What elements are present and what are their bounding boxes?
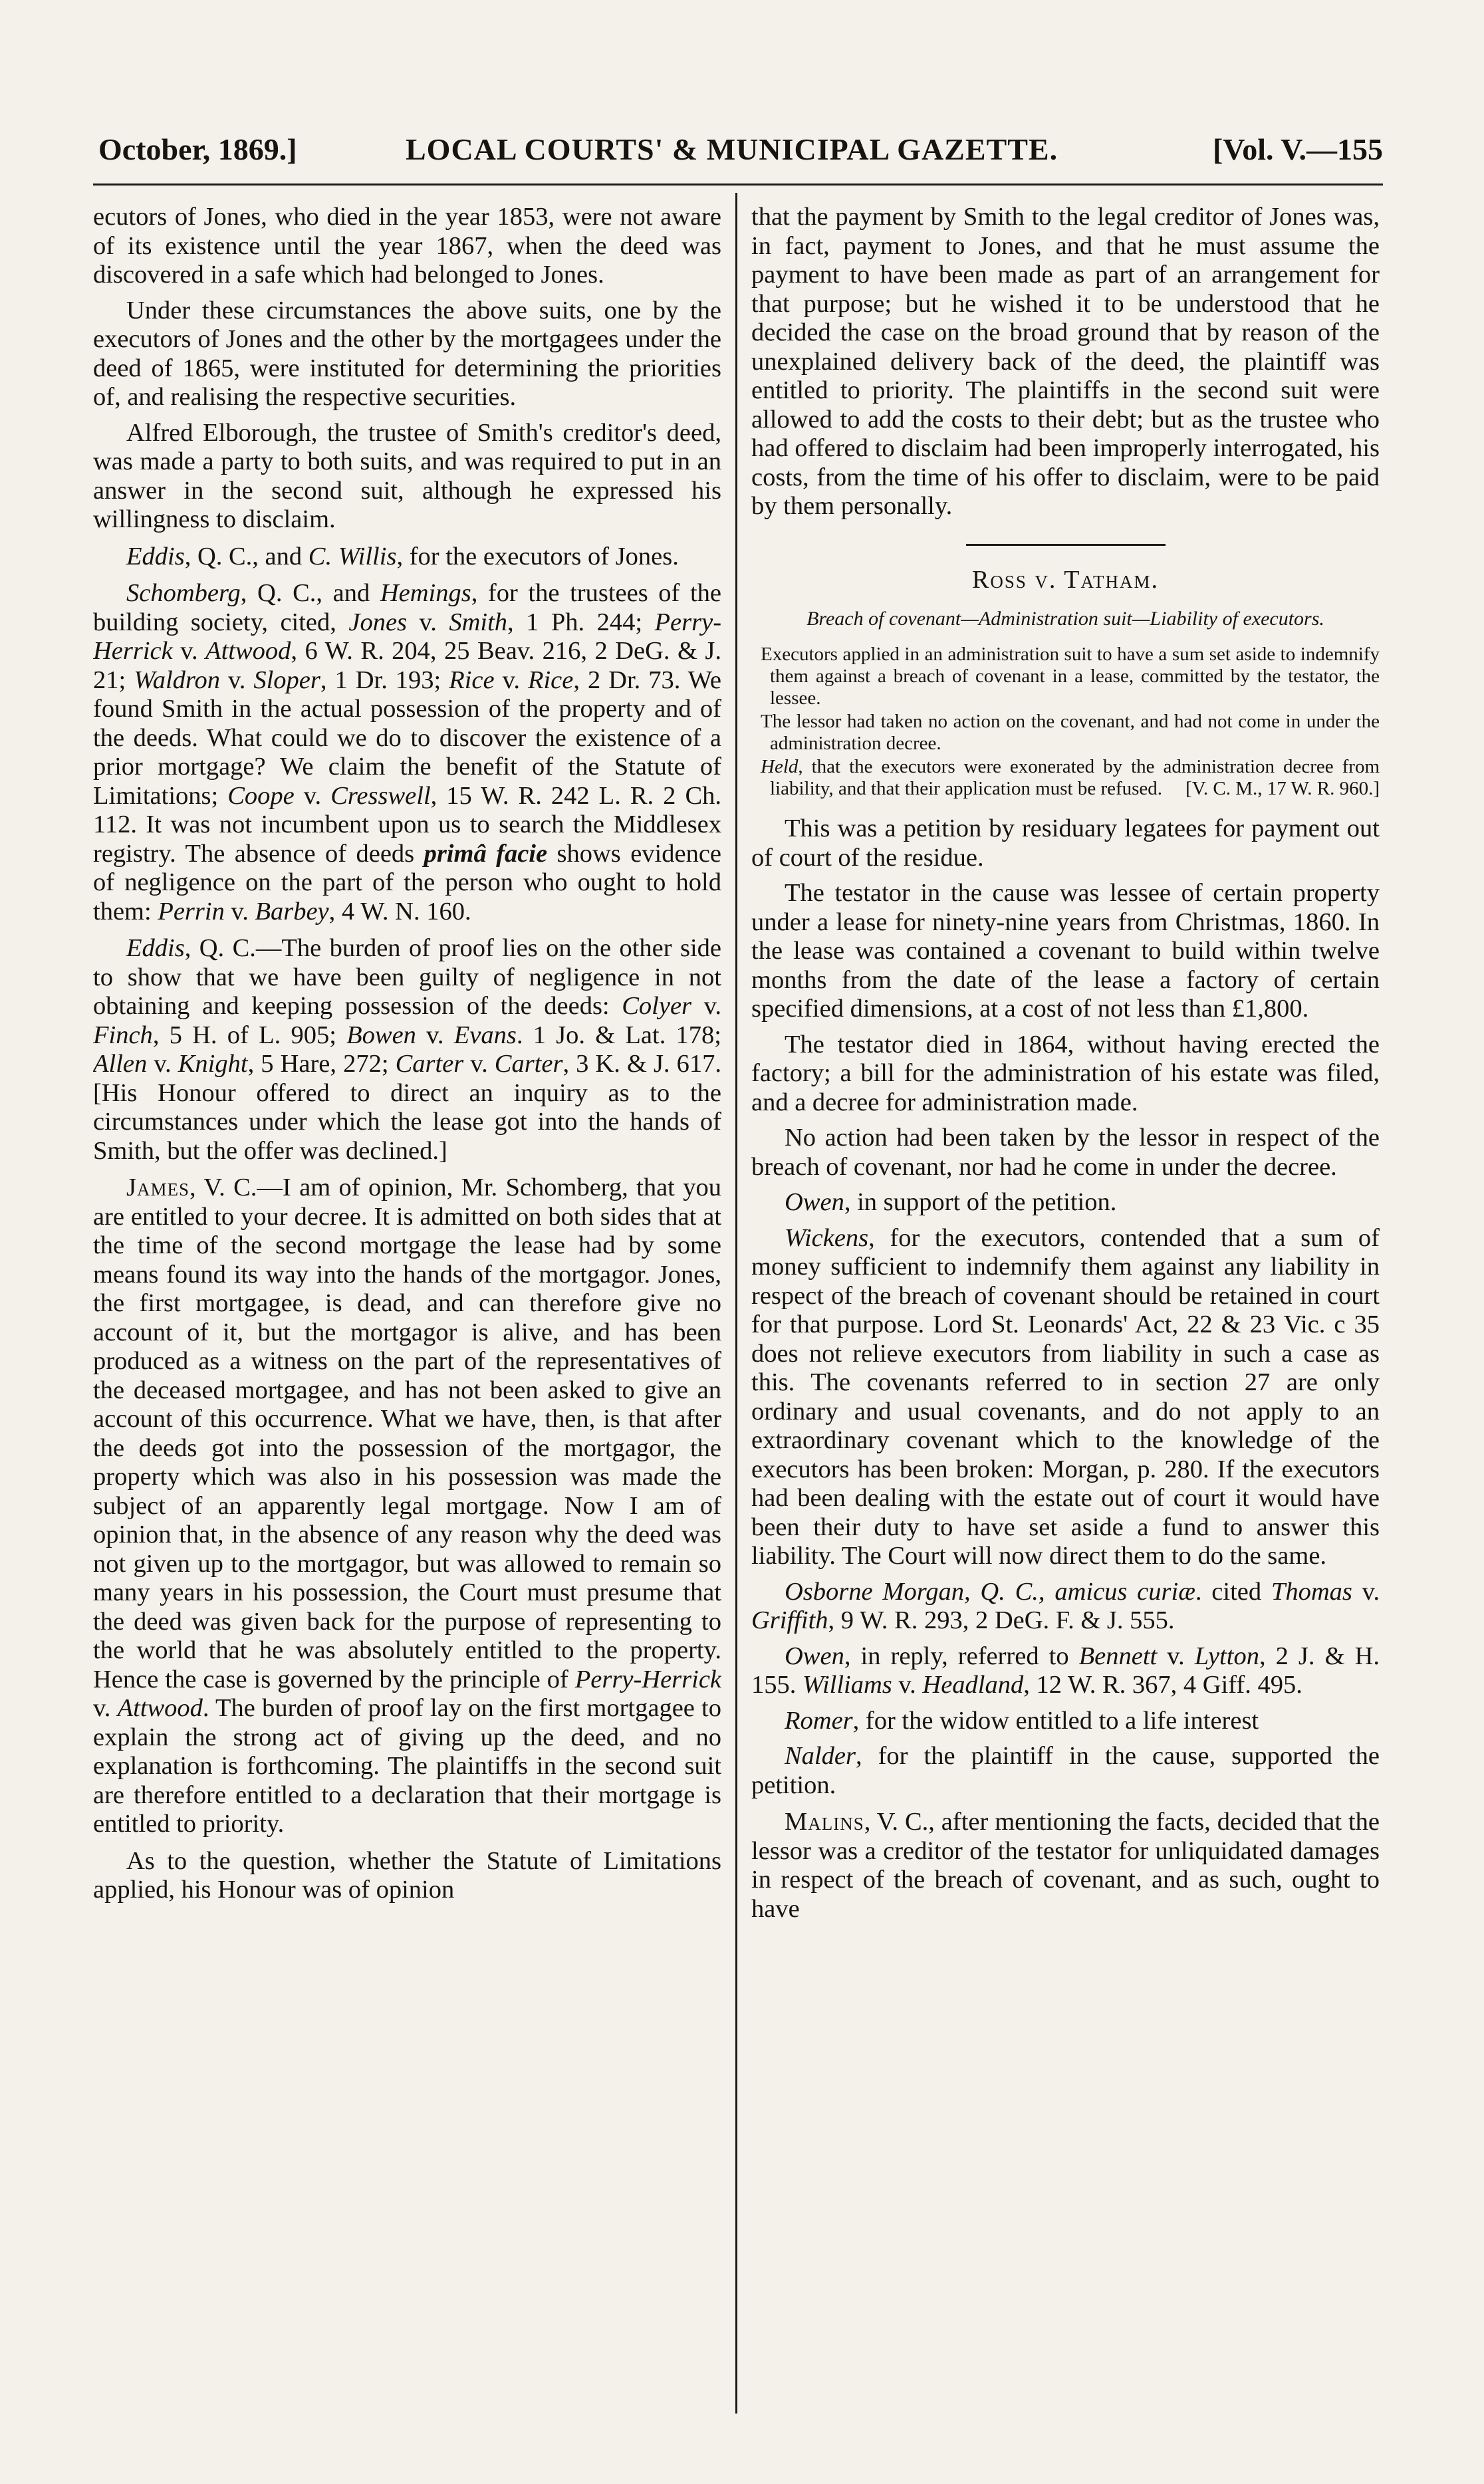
text-run: , 1 Dr. 193; <box>320 666 449 694</box>
section-separator <box>966 544 1166 546</box>
case-party: Griffith <box>751 1606 828 1634</box>
header-volume: [Vol. V.—155 <box>1212 132 1383 166</box>
case-party: Headland <box>922 1671 1024 1699</box>
text-run: shows evidence of negligence on the part of the person who ought to hold them: <box>93 839 721 926</box>
counsel-name: Wickens <box>785 1223 869 1252</box>
text-run: v. <box>93 1694 118 1722</box>
text-run: , 2 J. & H. 155. <box>751 1642 1380 1699</box>
case-party: Attwood <box>117 1694 203 1722</box>
case-party: Carter <box>494 1050 563 1078</box>
text-run: v. <box>219 666 254 694</box>
text-run: , for the widow entitled to a life interest <box>852 1706 1259 1735</box>
headnote <box>751 756 1380 800</box>
paragraph: The testator died in 1864, without having erected the factory; a bill for the administration of his estate was filed, and a decree for administration made. <box>751 1030 1380 1116</box>
case-party: Rice <box>449 666 495 694</box>
counsel-name: Eddis <box>126 542 185 570</box>
text-run: v. <box>147 1050 178 1078</box>
paragraph: Under these circumstances the above suits, one by the executors of Jones and the other by the mortgagees under the deed of 1865, were instituted for determining the priorities of, and realising the respective securities. <box>93 296 721 411</box>
left-column <box>93 203 721 2404</box>
paragraph: No action had been taken by the lessor in respect of the breach of covenant, nor had he come in under the decree. <box>751 1124 1380 1181</box>
text-run: , 6 W. R. 204, 25 Beav. 216, 2 DeG. & J. 21; <box>93 637 721 694</box>
case-party: Sloper <box>253 666 320 694</box>
text-run: , 5 H. of L. 905; <box>152 1021 347 1049</box>
text-run: , 4 W. N. 160. <box>328 897 471 926</box>
text-run: v. <box>892 1671 923 1699</box>
text-run: , Q. C., and <box>184 542 309 570</box>
text-run: , in reply, referred to <box>844 1642 1079 1670</box>
case-party: Evans <box>453 1021 517 1049</box>
counsel-name: Nalder <box>785 1742 856 1770</box>
case-party: Perrin <box>158 897 225 926</box>
counsel-name: Eddis <box>126 934 185 962</box>
case-party: Attwood <box>205 637 291 665</box>
text-run: , for the executors of Jones. <box>396 542 679 570</box>
judge-name: James <box>126 1174 189 1201</box>
case-party: Perry-Herrick <box>574 1665 721 1693</box>
text-run: , 9 W. R. 293, 2 DeG. F. & J. 555. <box>828 1606 1175 1634</box>
header-title: LOCAL COURTS' & MUNICIPAL GAZETTE. <box>406 132 1058 166</box>
text-run: . cited <box>1195 1577 1271 1606</box>
case-party: Thomas <box>1271 1577 1352 1606</box>
paragraph <box>751 1642 1380 1700</box>
paragraph: that the payment by Smith to the legal creditor of Jones was, in fact, payment to Jones, and that he must assume the payment to have been made as part of an arrangement for that purpose; but he wished it to be understood that he decided the case on the broad ground that by reason of the unexplained delivery back of the deed, the plaintiff was entitled to priority. The plaintiffs in the second suit were allowed to add the costs to their debt; but as the trustee who had offered to disclaim had been improperly interrogated, his costs, from the time of his offer to disclaim, were to be paid by them personally. <box>751 203 1380 520</box>
text-run: v. <box>1352 1577 1380 1606</box>
paragraph: The testator in the cause was lessee of certain property under a lease for ninety-nine years from Christmas, 1860. In the lease was contained a covenant to build within twelve months from the date of the lease a factory of certain specified dimensions, at a cost of not less than £1,800. <box>751 879 1380 1023</box>
paragraph <box>751 1742 1380 1800</box>
paragraph <box>751 1578 1380 1636</box>
text-run: , V. C.—I am of opinion, Mr. Schomberg, that you are entitled to your decree. It is admitted on both sides that at the time of the second mortgage the lease had by some means found its way into the hands of the mortgagor. Jones, the first mortgagee, is dead, and can therefore give no account of it, but the mortgagor is alive, and has been produced as a witness on the part of the representatives of the deceased mortgagee, and has not been asked to give an account of this occurrence. What we have, then, is that after the deeds got into the possession of the mortgagor, the property which was also in his possession was made the subject of an apparently legal mortgage. Now I am of opinion that, in the absence of any reason why the deed was not given up to the mortgagor, but was allowed to remain so many years in his possession, the Court must presume that the deed was given back for the purpose of representing to the world that he was absolutely entitled to the property. Hence the case is governed by the principle of <box>93 1174 721 1693</box>
headnote: The lessor had taken no action on the covenant, and had not come in under the administration decree. <box>761 711 1380 754</box>
case-party: Rice <box>527 666 574 694</box>
paragraph: ecutors of Jones, who died in the year 1853, were not aware of its existence until the year 1867, when the deed was discovered in a safe which had belonged to Jones. <box>93 203 721 289</box>
case-party: Colyer <box>622 992 692 1020</box>
paragraph: As to the question, whether the Statute of Limitations applied, his Honour was of opinion <box>93 1846 721 1904</box>
case-party: Finch <box>93 1021 153 1049</box>
text-run: , 3 K. & J. 617. [His Honour offered to direct an inquiry as to the circumstances under which the lease got into the hands of Smith, but the offer was declined.] <box>93 1050 721 1165</box>
text-run: v. <box>294 781 331 810</box>
text-run: v. <box>407 608 449 636</box>
text-run: v. <box>224 897 255 926</box>
counsel-name: Hemings <box>380 579 471 607</box>
case-party: Bowen <box>346 1021 416 1049</box>
case-party: Allen <box>93 1050 148 1078</box>
counsel-name: Osborne Morgan, Q. C., amicus curiæ <box>785 1577 1195 1606</box>
paragraph <box>93 1174 721 1839</box>
case-party: Carter <box>395 1050 464 1078</box>
case-party: Waldron <box>134 666 220 694</box>
counsel-name: Owen <box>785 1642 844 1670</box>
text-run: , 5 Hare, 272; <box>247 1050 396 1078</box>
text-run: v. <box>494 666 528 694</box>
right-column <box>751 203 1380 2404</box>
case-party: Lytton <box>1194 1642 1259 1670</box>
text-run: , that the executors were exonerated by the administration decree from liability, and that their application must be refused. <box>770 756 1380 799</box>
column-divider <box>735 193 737 2414</box>
paragraph <box>751 1188 1380 1217</box>
case-party: Coope <box>227 781 295 810</box>
paragraph <box>93 543 721 572</box>
text-run: , for the plaintiff in the cause, supported the petition. <box>751 1742 1380 1799</box>
text-run: v. <box>172 637 206 665</box>
case-party: Cresswell <box>330 781 431 810</box>
case-party: Jones <box>348 608 408 636</box>
case-party: Williams <box>803 1671 892 1699</box>
case-party: Bennett <box>1078 1642 1158 1670</box>
headnote: Executors applied in an administration suit to have a sum set aside to indemnify them against a breach of covenant in a lease, committed by the testator, the lessee. <box>761 644 1380 709</box>
case-party: Knight <box>178 1050 248 1078</box>
text-run: v. <box>691 992 721 1020</box>
text-run: , 2 Dr. 73. We found Smith in the actual possession of the property and of the deeds. What could we do to discover the existence of a prior mortgage? We claim the benefit of the Statute of Limitations; <box>93 666 721 810</box>
text-run: , 1 Ph. 244; <box>507 608 655 636</box>
text-run: , 12 W. R. 367, 4 Giff. 495. <box>1023 1671 1302 1699</box>
text-run: , 15 W. R. 242 L. R. 2 Ch. 112. It was not incumbent upon us to search the Middlesex registry. The absence of deeds <box>93 781 721 868</box>
case-party: Barbey <box>255 897 329 926</box>
paragraph <box>93 579 721 926</box>
headnote-held: Held <box>761 756 799 777</box>
text-run: . 1 Jo. & Lat. 178; <box>516 1021 721 1049</box>
paragraph: This was a petition by residuary legatees for payment out of court of the residue. <box>751 814 1380 872</box>
text-run: v. <box>416 1021 454 1049</box>
case-party: Perry-Herrick <box>93 608 721 665</box>
paragraph <box>751 1808 1380 1924</box>
case-party: Smith <box>449 608 508 636</box>
paragraph <box>751 1707 1380 1736</box>
paragraph <box>751 1224 1380 1571</box>
headnote-category: Breach of covenant—Administration suit—Liability of executors. <box>806 608 1324 630</box>
judge-name: Malins <box>785 1808 864 1836</box>
text-run: , V. C., after mentioning the facts, decided that the lessor was a creditor of the testator for unliquidated damages in respect of the breach of covenant, and as such, ought to have <box>751 1808 1380 1923</box>
text-run: . The burden of proof lay on the first mortgagee to explain the strong act of giving up the deed, and no explanation is forthcoming. The plaintiffs in the second suit are therefore entitled to a declaration that their mortgage is entitled to priority. <box>93 1694 721 1838</box>
report-citation: [V. C. M., 17 W. R. 960.] <box>1185 778 1380 799</box>
text-run: , in support of the petition. <box>844 1188 1117 1216</box>
text-run: , for the executors, contended that a sum of money sufficient to indemnify them against any liability in respect of the breach of covenant should be retained in court for that purpose. Lord St. Leonards' Act, 22 & 23 Vic. c 35 does not relieve executors from liability in such a case as this. The covenants referred to in section 27 are only ordinary and usual covenants, and do not apply to an extraordinary covenant which to the knowledge of the executors has been broken: Morgan, p. 280. If the executors had been dealing with the estate out of court it would have been their duty to have set aside a fund to answer this liability. The Court will now direct them to do the same. <box>751 1223 1380 1570</box>
text-run: , for the trustees of the building society, cited, <box>93 579 721 636</box>
header-rule <box>93 184 1383 186</box>
counsel-name: Schomberg <box>126 579 241 607</box>
header-date: October, 1869.] <box>98 132 297 166</box>
text-run: , Q. C.—The burden of proof lies on the other side to show that we have been guilty of negligence in not obtaining and keeping possession of the deeds: <box>93 934 721 1020</box>
counsel-name: C. Willis <box>308 542 397 570</box>
counsel-name: Owen <box>785 1188 844 1216</box>
text-run: v. <box>1157 1642 1195 1670</box>
text-run: , Q. C., and <box>240 579 380 607</box>
latin-phrase: primâ facie <box>424 839 548 868</box>
running-header <box>93 123 1383 176</box>
text-run: v. <box>463 1050 495 1078</box>
case-title: Ross v. Tatham. <box>972 565 1159 594</box>
paragraph <box>93 934 721 1166</box>
paragraph: Alfred Elborough, the trustee of Smith's creditor's deed, was made a party to both suits, and was required to put in an answer in the second suit, although he expressed his willingness to disclaim. <box>93 418 721 533</box>
counsel-name: Romer <box>785 1706 853 1735</box>
